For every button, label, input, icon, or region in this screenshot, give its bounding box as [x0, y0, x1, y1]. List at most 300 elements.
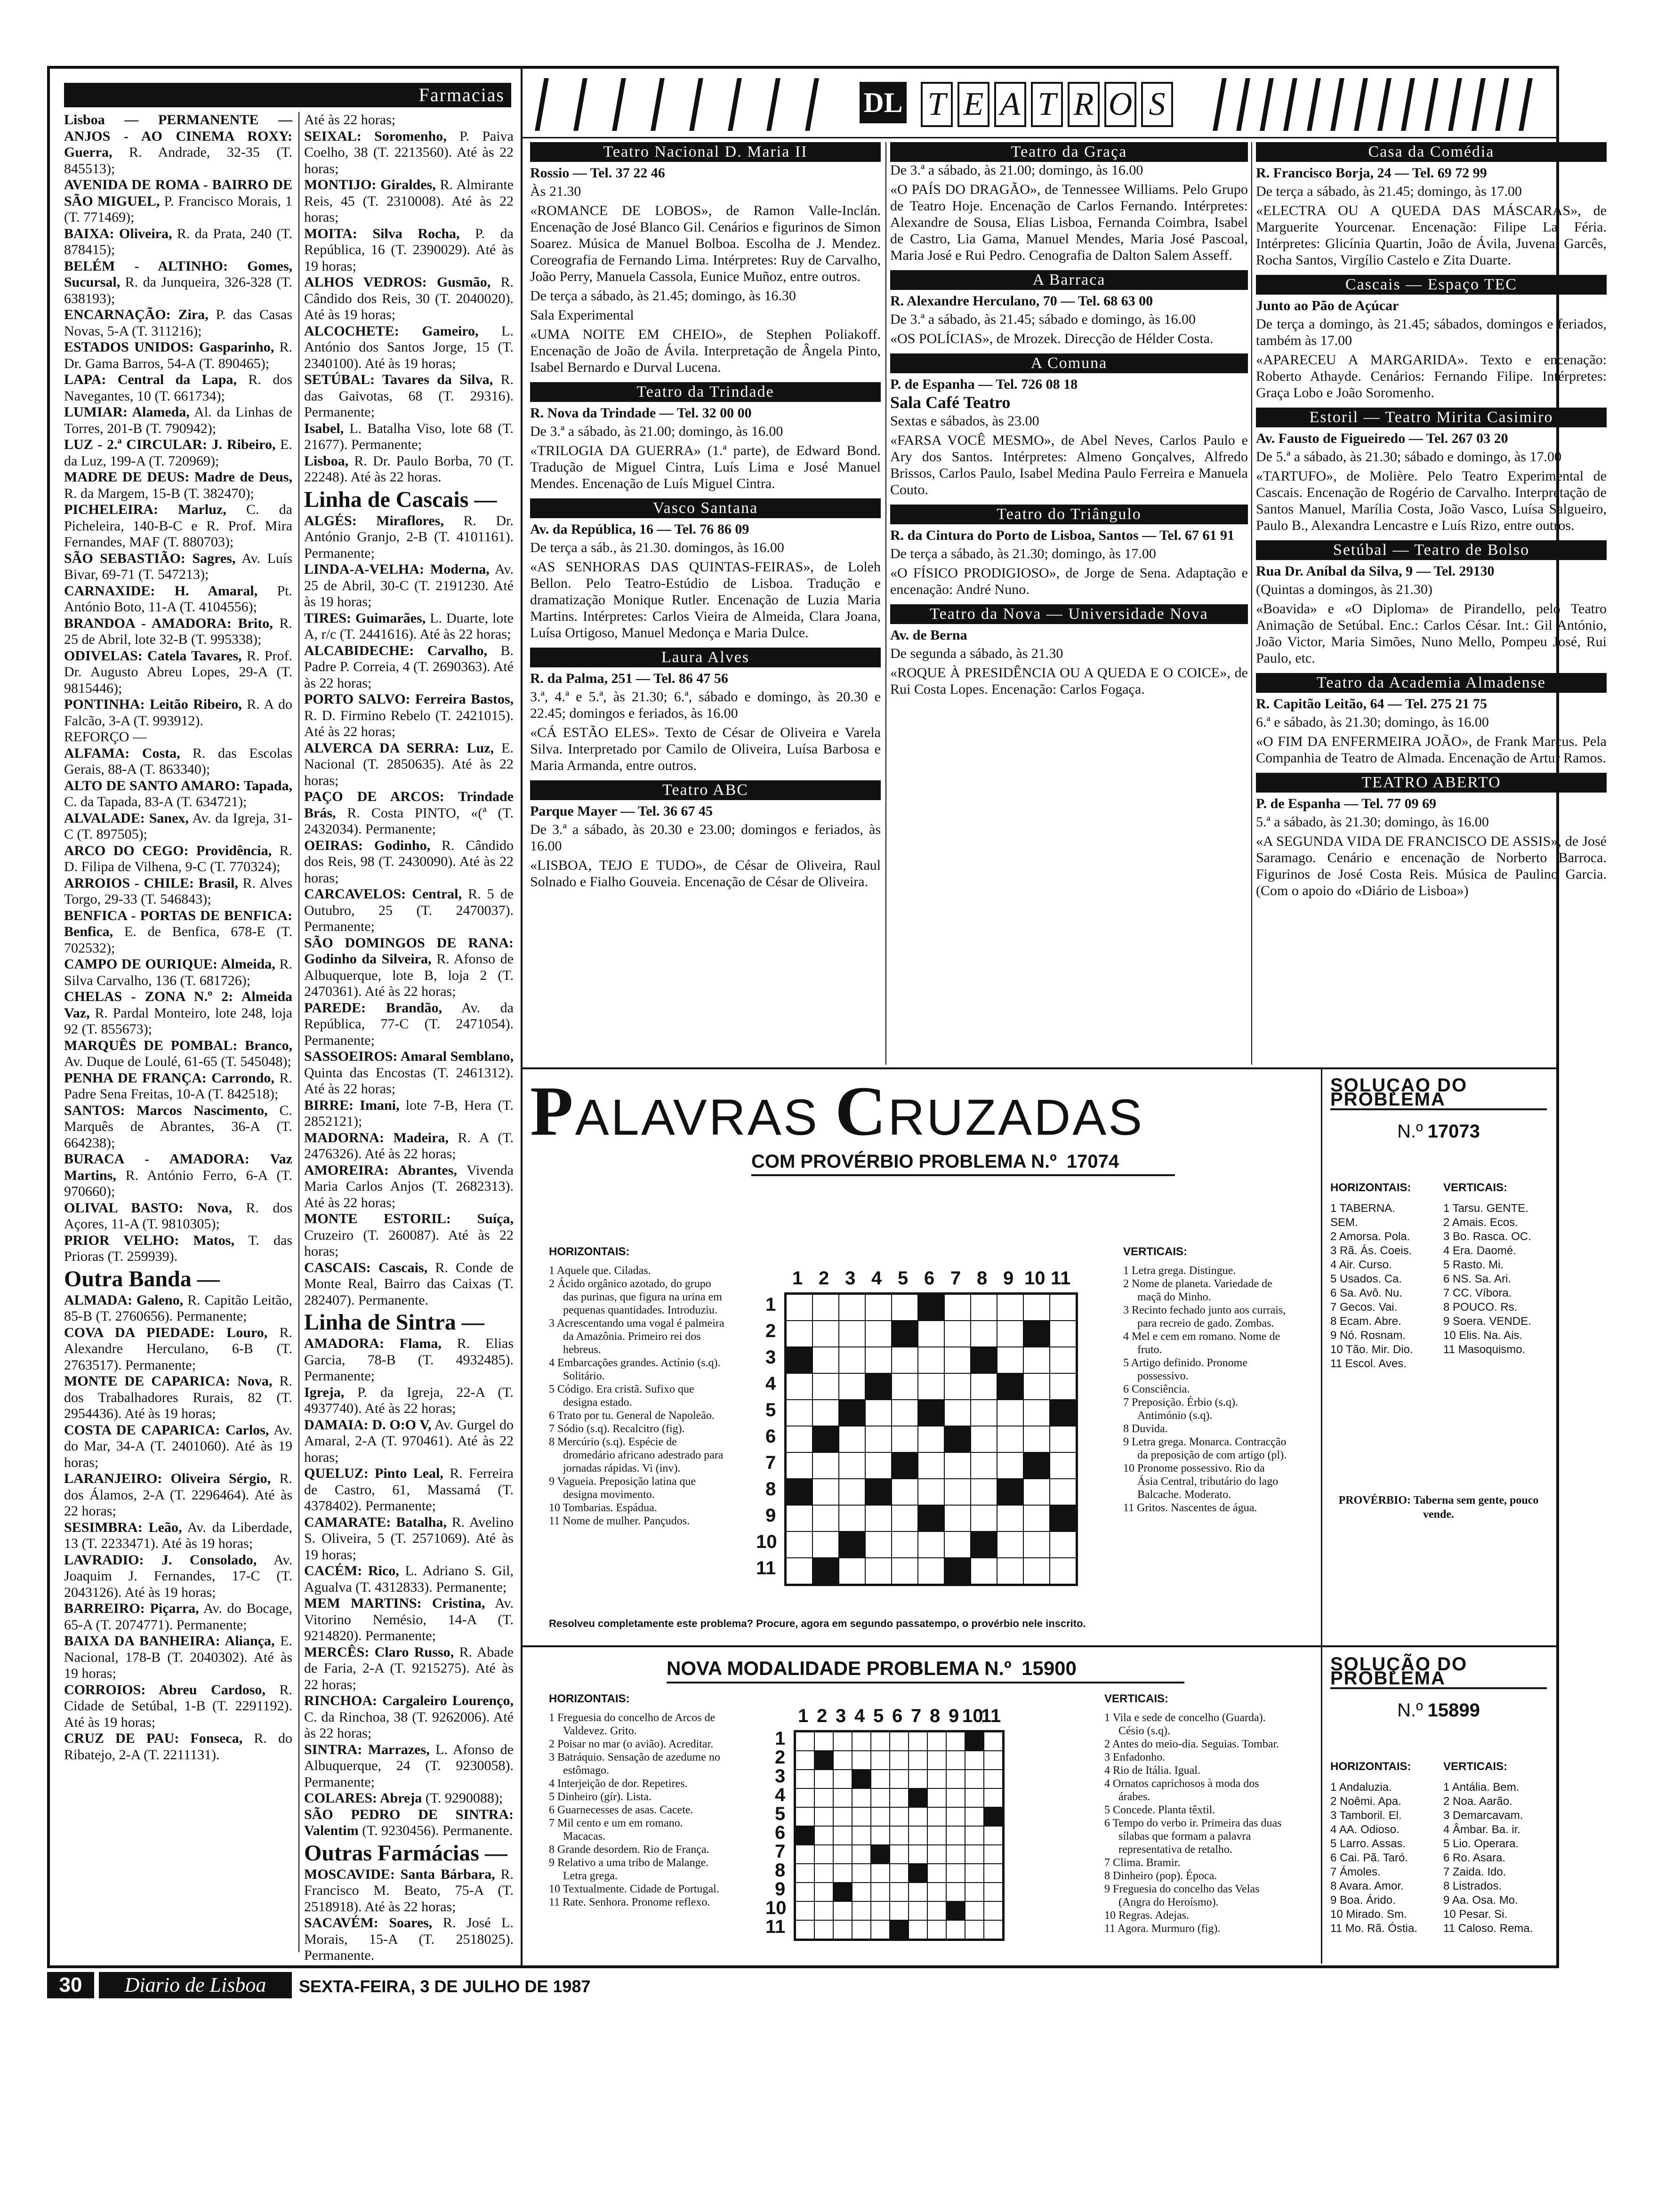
pharmacy-name: MONTIJO: Giraldes, [304, 177, 436, 192]
pharmacy-entry [304, 740, 514, 789]
grid-cell [839, 1347, 865, 1373]
logo-dl: DL [860, 82, 907, 123]
grid-cell [1050, 1426, 1076, 1452]
pharmacy-details: Av. Luís Bivar, 69-71 (T. 547213); [64, 550, 292, 582]
solution-line: 6 Sa. Avô. Nu. [1330, 1287, 1402, 1299]
grid-cell [971, 1479, 997, 1505]
pharmacy-details: Vivenda Maria Carlos Anjos (T. 2682313). Até às 22 horas; [304, 1162, 514, 1210]
grid-cell-black [890, 1920, 909, 1939]
farmacias-column-1 [64, 112, 292, 1952]
pharmacy-entry [304, 1693, 514, 1742]
pharmacy-details: R. da Margem, 15-B (T. 382470); [64, 485, 254, 501]
grid-cell [965, 1883, 984, 1901]
grid-cell [812, 1321, 839, 1347]
theatre-text: «APARECEU A MARGARIDA». Texto e encenação: Roberto Athayde. Cenários: Fernando Filipe. Intérpretes: Graça Lobo e João Soromenho. [1256, 352, 1607, 401]
grid-cell [1050, 1479, 1076, 1505]
masthead-letter: A [994, 82, 1026, 127]
solution-line: 8 Listrados. [1443, 1880, 1502, 1892]
pharmacy-name: CORROIOS: Abreu Cardoso, [64, 1682, 265, 1698]
pharmacy-details: R. Ferreira de Castro, 61, Massamá (T. 4378402). Permanente; [304, 1466, 514, 1514]
clue: 8 Dinheiro (pop). Época. [1104, 1870, 1217, 1882]
district-heading: Linha de Cascais — [304, 487, 497, 512]
pharmacy-details: C. da Picheleira, 140-B-C e R. Prof. Mira Fernandes, MAF (T. 880703); [64, 502, 292, 550]
pharmacy-name: SANTOS: Marcos Nascimento, [64, 1102, 268, 1118]
clue: 4 Rio de Itália. Igual. [1104, 1764, 1200, 1777]
pharmacy-details: Av. do Bocage, 65-A (T. 2074771). Permanente; [64, 1601, 292, 1633]
solution-number-prefix: N.º [1397, 1700, 1423, 1721]
clue: 7 Mil cento e um em romano. Macacas. [549, 1817, 683, 1843]
theatre-text: «CÁ ESTÃO ELES». Texto de César de Oliveira e Varela Silva. Interpretado por Camilo de Oliveira, Luísa Barbosa e Maria Armanda, entre outros. [530, 725, 881, 773]
theatre-text: De terça a sábado, às 21.45; domingo, às 17.00 [1256, 184, 1522, 199]
pharmacy-details: Av. Joaquim J. Fernandes, 17-C (T. 2043126). Até às 19 horas; [64, 1552, 292, 1600]
pharmacy-name: PORTO SALVO: Ferreira Bastos, [304, 691, 514, 707]
pharmacy-name: ALGÉS: Miraflores, [304, 513, 444, 529]
theatre-text: Sala Experimental [530, 307, 634, 323]
pharmacy-details: L. António dos Santos Jorge, 15 (T. 2340100). Até às 19 horas; [304, 323, 514, 371]
grid-cell [946, 1826, 965, 1845]
grid-cell [833, 1920, 852, 1939]
pharmacy-name: ALFAMA: Costa, [64, 745, 180, 761]
pharmacy-name: COVA DA PIEDADE: Louro, [64, 1324, 268, 1340]
grid-cell [892, 1531, 918, 1558]
pharmacy-entry [304, 421, 514, 453]
pharmacy-entry [64, 258, 292, 307]
grid-col-number: 6 [924, 1268, 935, 1289]
masthead-stripe [651, 78, 665, 131]
theatre-text: (Quintas a domingos, às 21.30) [1256, 582, 1432, 597]
pharmacy-name: OEIRAS: Godinho, [304, 837, 431, 853]
pharmacy-details: Al. da Linhas de Torres, 201-B (T. 790942); [64, 404, 292, 436]
theatre-name: Teatro da Academia Almadense [1256, 673, 1607, 693]
pharmacy-entry [64, 989, 292, 1038]
crossword-grid [784, 1292, 1078, 1586]
solution-line: 9 Boa. Árido. [1330, 1894, 1396, 1907]
pharmacy-entry [304, 1867, 514, 1915]
grid-cell [1050, 1452, 1076, 1479]
grid-cell-black [865, 1373, 892, 1400]
grid-cell [786, 1531, 812, 1558]
solution-number [1330, 1121, 1547, 1142]
grid-cell-black [946, 1901, 965, 1920]
grid-cell [890, 1826, 909, 1845]
theatre-name: Vasco Santana [530, 498, 881, 518]
grid-cell [812, 1452, 839, 1479]
theatre-name: Casa da Comédia [1256, 142, 1607, 162]
theatre-listing [1256, 673, 1607, 766]
clue: 6 Trato por tu. General de Napoleão. [549, 1410, 715, 1422]
grid-cell [796, 1845, 814, 1864]
grid-cell [965, 1751, 984, 1770]
clue: 3 Enfadonho. [1104, 1751, 1166, 1763]
grid-cell-black [786, 1479, 812, 1505]
grid-cell [892, 1479, 918, 1505]
clue: 10 Regras. Adejas. [1104, 1909, 1189, 1922]
pharmacy-details: R. A (T. 2476326). Até às 22 horas; [304, 1130, 514, 1162]
solution-line: 11 Mo. Rã. Óstia. [1330, 1922, 1417, 1935]
crossword1-footnote: Resolveu completamente este problema? Procure, agora em segundo passatempo, o provérbio nele inscrito. [549, 1618, 1086, 1629]
theatre-address: P. de Espanha — Tel. 726 08 18 [890, 377, 1078, 392]
grid-cell [944, 1479, 971, 1505]
pharmacy-details: Av. Vitorino Nemésio, 14-A (T. 9214820). Permanente; [304, 1595, 514, 1643]
grid-cell [833, 1845, 852, 1864]
pharmacy-entry [304, 1790, 514, 1807]
pharmacy-entry [64, 1373, 292, 1422]
pharmacy-name: BENFICA - PORTAS DE BENFICA: Benfica, [64, 907, 292, 939]
theatre-text: De terça a sábado, às 21.30; domingo, às 17.00 [890, 546, 1156, 561]
theatre-name: Cascais — Espaço TEC [1256, 275, 1607, 295]
crossword2-verticais [1104, 1692, 1293, 1961]
theatre-listing [890, 505, 1248, 598]
solution-heading: HORIZONTAIS: [1330, 1181, 1411, 1194]
grid-cell [984, 1845, 1003, 1864]
brand-initial-p: P [530, 1072, 575, 1150]
clue: 5 Concede. Planta têxtil. [1104, 1804, 1215, 1816]
grid-cell [927, 1901, 946, 1920]
grid-cell [871, 1751, 890, 1770]
grid-cell [871, 1920, 890, 1939]
theatre-text: «TRILOGIA DA GUERRA» (1.ª parte), de Edward Bond. Tradução de Miguel Cintra, Luís Lima e José Manuel Mendes. Encenação de Luís Miguel Cintra. [530, 443, 881, 491]
grid-cell [984, 1788, 1003, 1807]
pharmacy-details: R. Alves Torgo, 29-33 (T. 546843); [64, 875, 292, 907]
pharmacy-entry [64, 616, 292, 648]
grid-cell [812, 1347, 839, 1373]
clue: 8 Duvida. [1123, 1423, 1168, 1435]
grid-cell-black [965, 1732, 984, 1751]
theatre-text: «LISBOA, TEJO E TUDO», de César de Oliveira, Raul Solnado e Fialho Gouveia. Encenação de César de Oliveira. [530, 858, 881, 890]
grid-cell [971, 1400, 997, 1426]
brand-word-alavras: ALAVRAS [575, 1089, 819, 1146]
masthead-stripe [728, 78, 742, 131]
grid-cell [796, 1770, 814, 1788]
grid-col-number: 11 [981, 1706, 1001, 1726]
grid-cell [984, 1920, 1003, 1939]
pharmacy-name: PRIOR VELHO: Matos, [64, 1232, 234, 1248]
grid-cell [997, 1294, 1023, 1321]
section-rule [523, 1067, 1556, 1069]
pharmacy-entry [304, 1563, 514, 1595]
grid-cell [865, 1452, 892, 1479]
pharmacy-entry [64, 1471, 292, 1520]
grid-cell-black [1050, 1505, 1076, 1531]
grid-row-number: 2 [775, 1747, 786, 1768]
clue: 2 Ácido orgânico azotado, do grupo das purinas, que figura na urina em pequenas quantidades. Introduziu. [549, 1278, 722, 1316]
pharmacy-details: Av. da República, 77-C (T. 2471054). Permanente; [304, 1000, 514, 1048]
masthead-stripe [1236, 78, 1250, 131]
grid-cell [814, 1770, 833, 1788]
pharmacy-entry [304, 226, 514, 275]
grid-cell [927, 1770, 946, 1788]
grid-cell [946, 1920, 965, 1939]
palavras-cruzadas-brand [530, 1072, 1236, 1150]
pharmacy-entry [304, 372, 514, 421]
clue: 6 Tempo do verbo ir. Primeira das duas sílabas que formam a palavra representativa de retalho. [1104, 1817, 1282, 1856]
pharmacy-name: BIRRE: Imani, [304, 1097, 400, 1113]
pharmacy-name: MADRE DE DEUS: Madre de Deus, [64, 469, 292, 485]
grid-cell [892, 1505, 918, 1531]
grid-cell [839, 1452, 865, 1479]
theatre-text: Sextas e sábados, às 23.00 [890, 413, 1039, 429]
pharmacy-name: ESTADOS UNIDOS: Gasparinho, [64, 339, 274, 355]
masthead-letter: R [1068, 82, 1100, 127]
clue: 7 Sódio (s.q). Recalcitro (fig). [549, 1423, 685, 1435]
pharmacy-details: R. Silva Carvalho, 136 (T. 681726); [64, 956, 292, 988]
column-rule [1251, 142, 1252, 1065]
solution-line: 7 Gecos. Vai. [1330, 1301, 1398, 1314]
grid-cell [1023, 1400, 1050, 1426]
grid-row-number: 5 [775, 1803, 786, 1824]
pharmacy-entry [64, 372, 292, 404]
pharmacy-details: R. das Escolas Gerais, 88-A (T. 863340); [64, 745, 293, 777]
grid-cell [786, 1321, 812, 1347]
teatros-column-1 [530, 142, 881, 1065]
solution-number-value: 15899 [1427, 1700, 1480, 1721]
pharmacy-details: R. D. Firmino Rebelo (T. 2421015). Até às 22 horas; [304, 707, 514, 739]
pharmacy-entry [64, 648, 292, 697]
grid-cell [1050, 1321, 1076, 1347]
solution-line: 7 Ámoles. [1330, 1866, 1381, 1878]
grid-col-number: 1 [792, 1268, 803, 1289]
solution-line: 6 NS. Sa. Ari. [1443, 1273, 1512, 1285]
clue: 11 Gritos. Nascentes de água. [1123, 1502, 1257, 1514]
solution-15899 [1330, 1654, 1547, 1958]
grid-cell [909, 1807, 927, 1826]
grid-cell [1050, 1347, 1076, 1373]
pharmacy-name: LAPA: Central da Lapa, [64, 372, 237, 387]
grid-cell [918, 1347, 944, 1373]
clue: 4 Interjeição de dor. Repetires. [549, 1778, 688, 1790]
teatros-column-3 [1256, 142, 1607, 1065]
grid-row-number: 6 [765, 1426, 776, 1447]
grid-cell [852, 1864, 871, 1883]
pharmacy-entry [64, 843, 292, 875]
pharmacy-name: CAMARATE: Batalha, [304, 1514, 447, 1530]
pharmacy-details: E. Nacional, 178-B (T. 2040302). Até às 19 horas; [64, 1633, 292, 1681]
masthead-stripe [689, 78, 703, 131]
pharmacy-name: OLIVAL BASTO: Nova, [64, 1200, 232, 1216]
pharmacy-entry [64, 745, 292, 778]
grid-cell [927, 1751, 946, 1770]
theatre-address: Av. da República, 16 — Tel. 76 86 09 [530, 521, 749, 537]
grid-cell [984, 1901, 1003, 1920]
teatros-column-2 [890, 142, 1248, 1065]
pharmacy-name: SACAVÉM: Soares, [304, 1915, 433, 1931]
pharmacy-name: MONTE ESTORIL: Suíça, [304, 1211, 514, 1226]
pharmacy-details: R. Prof. Dr. Augusto Abreu Lopes, 29-A (T. 9815446); [64, 648, 292, 696]
pharmacy-details: R. Francisco M. Beato, 75-A (T. 2518918). Até às 22 horas; [304, 1866, 514, 1915]
grid-cell [833, 1788, 852, 1807]
solution-line: 1 Antália. Bem. [1443, 1781, 1520, 1794]
pharmacy-entry [304, 323, 514, 372]
pharmacy-name: AMOREIRA: Abrantes, [304, 1162, 457, 1178]
farmacias-header [64, 83, 511, 107]
pharmacy-details: T. das Prioras (T. 259939). [64, 1232, 292, 1264]
pharmacy-details: R. dos Navegantes, 10 (T. 661734); [64, 372, 292, 404]
grid-cell [890, 1901, 909, 1920]
grid-cell [946, 1883, 965, 1901]
pharmacy-name: CARCAVELOS: Central, [304, 886, 462, 902]
pharmacy-name: AVENIDA DE ROMA - BAIRRO DE SÃO MIGUEL, [64, 177, 292, 209]
solution-line: 9 Nó. Rosnam. [1330, 1329, 1406, 1342]
grid-cell [997, 1347, 1023, 1373]
pharmacy-entry [304, 1644, 514, 1693]
grid-col-number: 4 [854, 1706, 865, 1726]
pharmacy-entry [304, 1211, 514, 1260]
theatre-text: «OS POLÍCIAS», de Mrozek. Direcção de Hélder Costa. [890, 331, 1214, 346]
grid-cell [890, 1770, 909, 1788]
solution-list [1443, 1760, 1537, 1936]
grid-cell [944, 1321, 971, 1347]
grid-cell-black [812, 1426, 839, 1452]
pharmacy-details: Av. da Igreja, 31-C (T. 897505); [64, 810, 292, 842]
pharmacy-entry [304, 1098, 514, 1130]
crossword2-subtitle [667, 1657, 1184, 1683]
clue: 9 Vagueia. Preposição latina que designa movimento. [549, 1475, 696, 1501]
masthead-stripe [1519, 78, 1533, 131]
grid-cell-black [839, 1400, 865, 1426]
pharmacy-entry [304, 1915, 514, 1964]
grid-cell [927, 1883, 946, 1901]
theatre-listing [1256, 275, 1607, 401]
theatre-name: Teatro do Triângulo [890, 505, 1248, 524]
masthead-letter: S [1141, 82, 1173, 127]
crossword2-horizontais [549, 1692, 728, 1961]
pharmacy-entry [64, 778, 292, 810]
grid-cell-black [814, 1751, 833, 1770]
theatre-address: R. Francisco Borja, 24 — Tel. 69 72 99 [1256, 165, 1487, 181]
grid-cell [865, 1505, 892, 1531]
grid-cell [971, 1452, 997, 1479]
pharmacy-entry [64, 1292, 292, 1325]
grid-cell [927, 1788, 946, 1807]
farmacias-header-bar: Farmacias [64, 83, 511, 107]
grid-row-number: 7 [775, 1841, 786, 1862]
pharmacy-details: L. Duarte, lote A, r/c (T. 2441616). Até às 22 horas; [304, 610, 514, 642]
issue-date: SEXTA-FEIRA, 3 DE JULHO DE 1987 [299, 1977, 591, 1996]
masthead-stripe [1283, 78, 1297, 131]
theatre-address: R. Nova da Trindade — Tel. 32 00 00 [530, 405, 752, 421]
grid-row-number: 6 [775, 1822, 786, 1843]
pharmacy-name: MONTE DE CAPARICA: Nova, [64, 1373, 273, 1389]
theatre-address: Rossio — Tel. 37 22 46 [530, 165, 665, 181]
grid-cell [984, 1864, 1003, 1883]
grid-col-number: 2 [817, 1706, 828, 1726]
grid-cell [1023, 1426, 1050, 1452]
clue: 1 Vila e sede de concelho (Guarda). Césio (s.q). [1104, 1712, 1266, 1737]
grid-cell-black [1050, 1400, 1076, 1426]
grid-cell [796, 1864, 814, 1883]
theatre-listing [530, 382, 881, 492]
column-rule [885, 142, 886, 1065]
grid-cell [909, 1770, 927, 1788]
theatre-text: De 3.ª a sábado, às 21.00; domingo, às 16.00 [890, 162, 1143, 178]
solution-line: 9 Soera. VENDE. [1443, 1315, 1531, 1328]
grid-cell-black [997, 1479, 1023, 1505]
grid-cell [871, 1864, 890, 1883]
clue-heading: HORIZONTAIS: [549, 1245, 630, 1258]
pharmacy-entry [304, 610, 514, 643]
pharmacy-name: SINTRA: Marrazes, [304, 1741, 430, 1757]
masthead-stripe [1330, 78, 1344, 131]
grid-cell [852, 1732, 871, 1751]
solution-line: 2 Amorsa. Pola. [1330, 1230, 1410, 1243]
solution-line: 8 Ecam. Abre. [1330, 1315, 1401, 1328]
grid-col-number: 8 [930, 1706, 941, 1726]
pharmacy-details: R. D. Filipa de Vilhena, 9-C (T. 770324); [64, 842, 292, 874]
pharmacy-name: SASSOEIROS: Amaral Semblano, [304, 1049, 514, 1064]
grid-cell [946, 1770, 965, 1788]
pharmacy-details: Av. da Liberdade, 13 (T. 2233471). Até às 19 horas; [64, 1519, 293, 1551]
grid-cell-black [918, 1400, 944, 1426]
pharmacy-details: Av. 25 de Abril, 30-C (T. 2191230. Até às 19 horas; [304, 561, 514, 609]
theatre-text: «AS SENHORAS DAS QUINTAS-FEIRAS», de Loleh Bellon. Pelo Teatro-Estúdio de Lisboa. Tradução e dramatização Monique Rutler. Encenação de Luzia Maria Martins. Intérpretes: Carlos Vieira de Almeida, Clara Joana, Luísa Ortigoso, Manuel Medonça e Maria Dulce. [530, 559, 881, 641]
solution-line: 6 Ro. Asara. [1443, 1851, 1506, 1864]
grid-cell [871, 1883, 890, 1901]
clue: 10 Tombarias. Espádua. [549, 1502, 657, 1514]
grid-cell [852, 1920, 871, 1939]
clue-heading: VERTICAIS: [1123, 1245, 1188, 1258]
pharmacy-details: R. da Prata, 240 (T. 878415); [64, 225, 292, 257]
grid-cell [892, 1558, 918, 1584]
grid-cell [892, 1426, 918, 1452]
crossword1-verticais [1123, 1245, 1288, 1612]
grid-cell [997, 1505, 1023, 1531]
crossword2-number: 15900 [1022, 1657, 1077, 1679]
grid-col-number: 6 [892, 1706, 903, 1726]
grid-col-number: 3 [836, 1706, 846, 1726]
grid-row-number: 7 [765, 1452, 776, 1473]
solution-line: 8 Avara. Amor. [1330, 1880, 1404, 1892]
grid-cell [971, 1373, 997, 1400]
pharmacy-entry [64, 1601, 292, 1633]
grid-row-number: 9 [775, 1879, 786, 1899]
pharmacy-name: AMADORA: Flama, [304, 1336, 442, 1351]
clue: 1 Aquele que. Ciladas. [549, 1265, 651, 1277]
solution-line: 2 Amais. Ecos. [1443, 1216, 1518, 1229]
pharmacy-details: P. da República, 16 (T. 2390029). Até às 19 horas; [304, 225, 514, 274]
clue: 3 Batráquio. Sensação de azedume no estômago. [549, 1751, 720, 1777]
grid-cell [833, 1751, 852, 1770]
section-rule [523, 1645, 1556, 1647]
grid-cell-black [1023, 1321, 1050, 1347]
masthead-stripe [1424, 78, 1439, 131]
pharmacy-entry [64, 307, 292, 339]
grid-cell [1023, 1558, 1050, 1584]
pharmacy-name: Lisboa — PERMANENTE — ANJOS - AO CINEMA ROXY: Guerra, [64, 112, 292, 160]
solution-line: 7 CC. Víbora. [1443, 1287, 1512, 1299]
pharmacy-details: R. 25 de Abril, lote 32-B (T. 995338); [64, 615, 292, 647]
pharmacy-entry [64, 908, 292, 957]
grid-cell-black [909, 1864, 927, 1883]
pharmacy-entry [304, 1417, 514, 1466]
clue: 7 Clima. Bramir. [1104, 1857, 1181, 1869]
theatre-listing [890, 270, 1248, 347]
masthead-stripe [1307, 78, 1321, 131]
grid-cell [997, 1531, 1023, 1558]
grid-cell [984, 1732, 1003, 1751]
grid-cell [786, 1452, 812, 1479]
solution-title: SOLUÇAO DO PROBLEMA [1330, 1078, 1547, 1110]
pharmacy-entry [304, 177, 514, 226]
grid-col-number: 5 [873, 1706, 884, 1726]
solution-line: 3 Tamboril. El. [1330, 1809, 1402, 1822]
grid-cell [1050, 1373, 1076, 1400]
grid-row-number: 10 [756, 1531, 777, 1552]
pharmacy-details: R. Padre Sena Freitas, 10-A (T. 842518); [64, 1070, 292, 1102]
grid-row-number: 4 [765, 1373, 776, 1394]
grid-cell [918, 1531, 944, 1558]
grid-cell [833, 1732, 852, 1751]
grid-cell [814, 1788, 833, 1807]
